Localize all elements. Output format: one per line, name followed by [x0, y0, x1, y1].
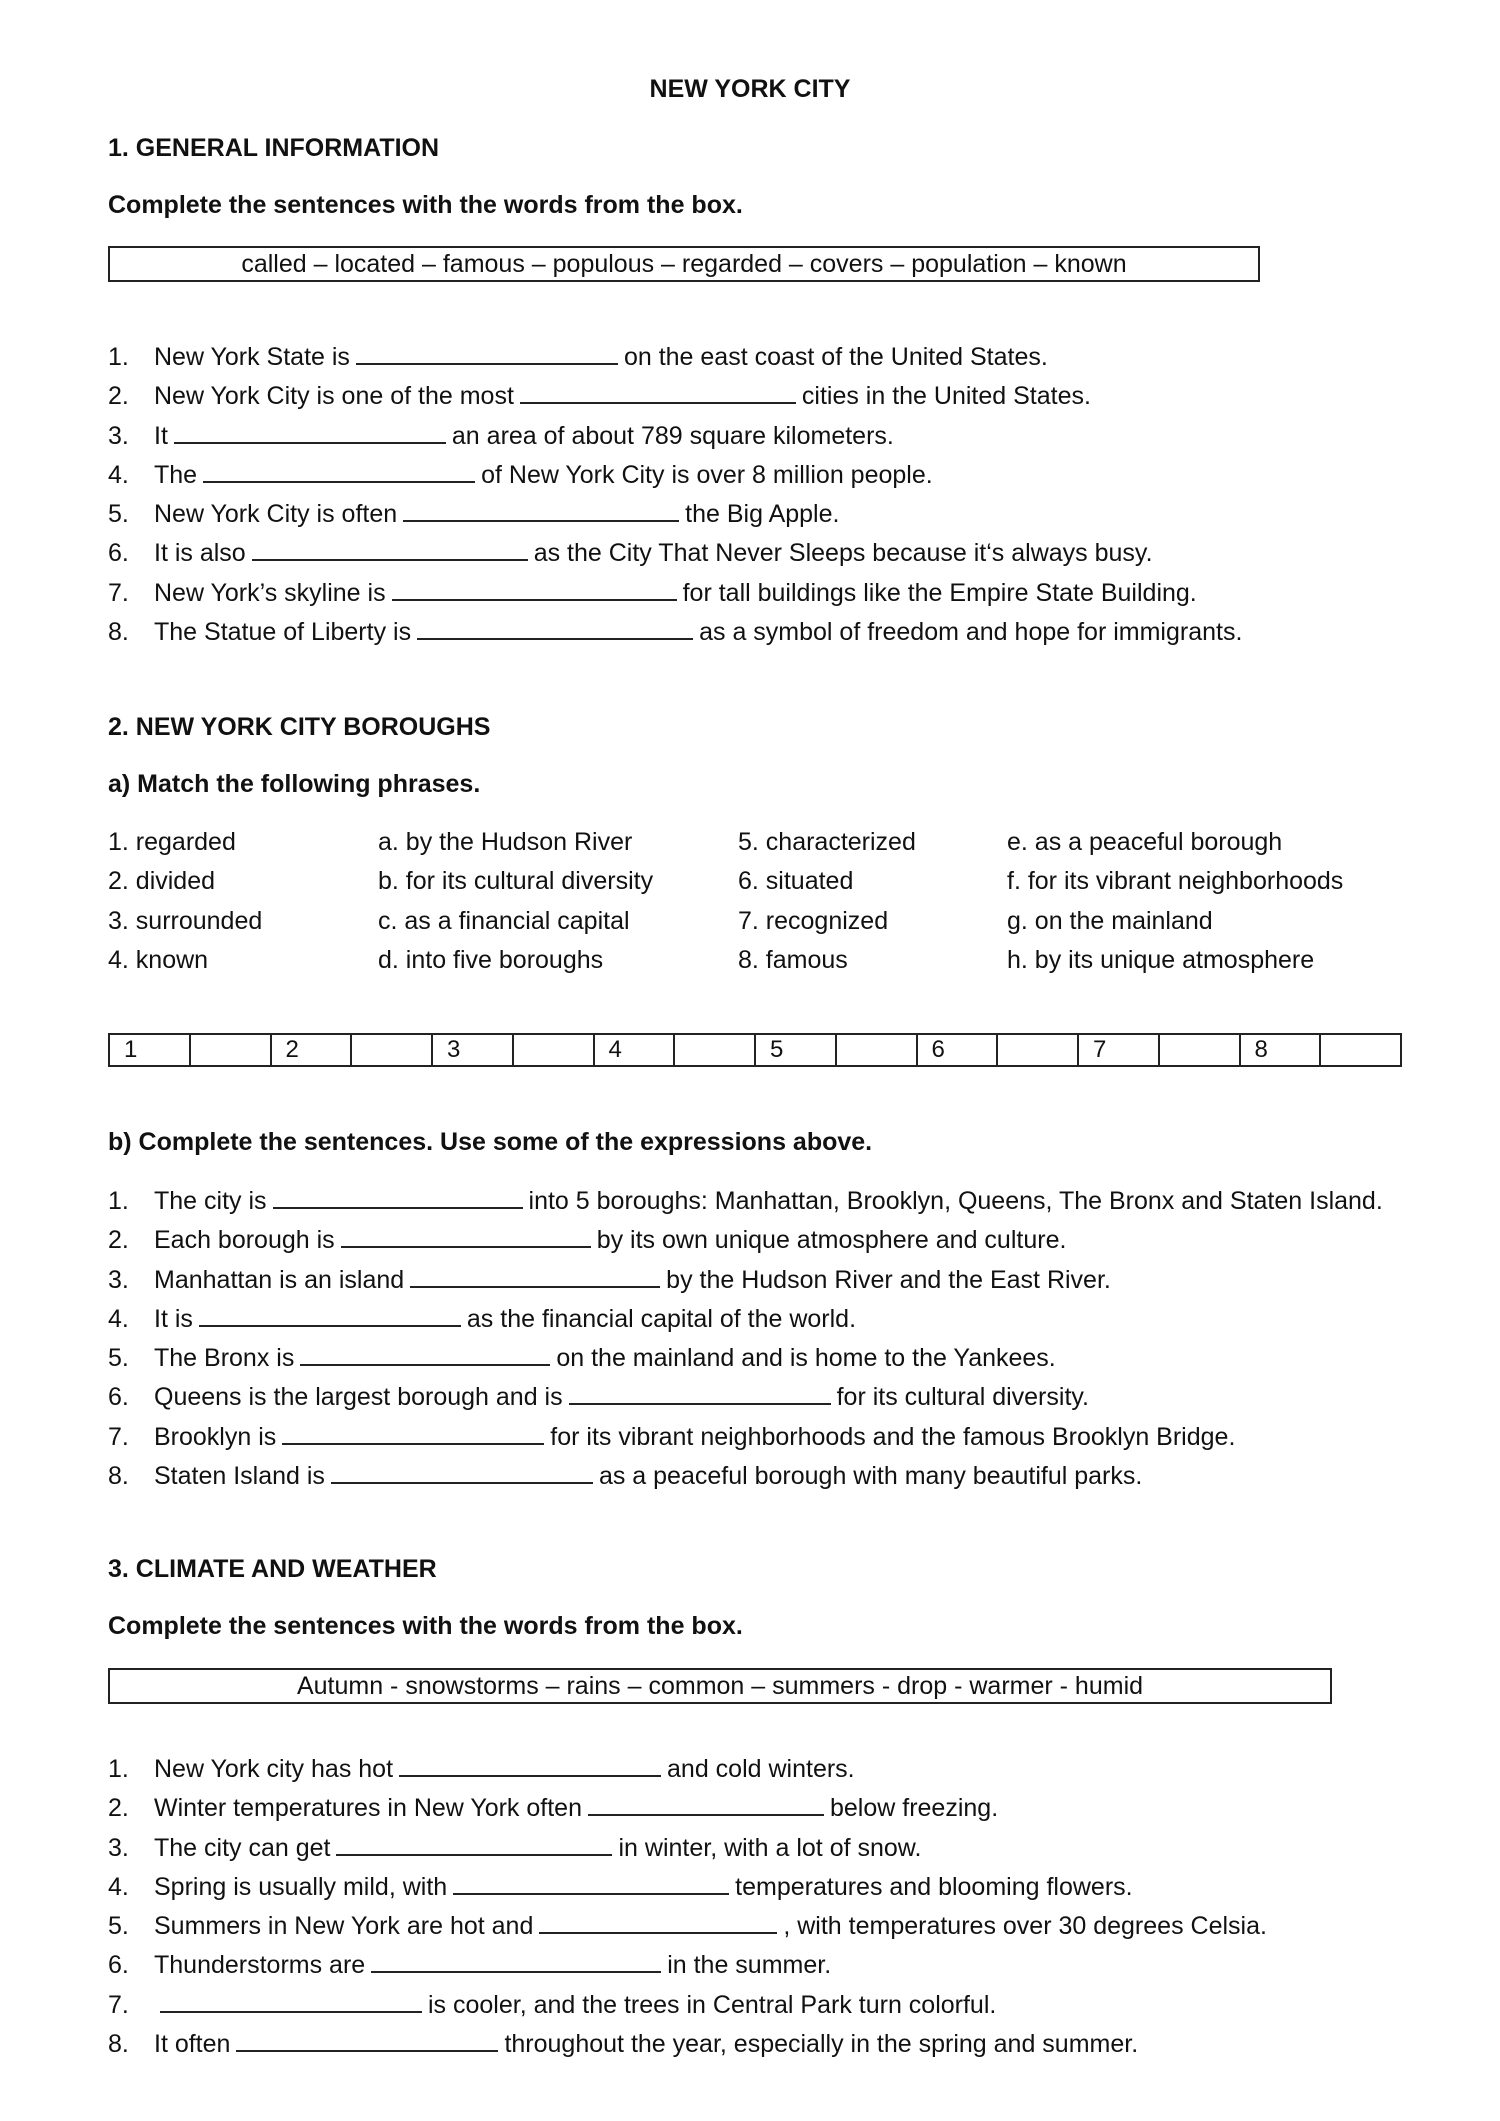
- match-phrase: b. for its cultural diversity: [378, 867, 654, 896]
- sentence-text-before: Staten Island is: [154, 1462, 325, 1491]
- grid-answer-cell[interactable]: [675, 1035, 756, 1065]
- sentence-item: [108, 1261, 1383, 1300]
- sentence-text-before: Summers in New York are hot and: [154, 1912, 534, 1941]
- grid-number-cell: 4: [595, 1035, 676, 1065]
- answer-blank[interactable]: [331, 1462, 593, 1484]
- sentence-text-after: for tall buildings like the Empire State Building.: [682, 578, 1197, 607]
- match-phrase: d. into five boroughs: [378, 945, 604, 974]
- sentence-text-before: The Bronx is: [154, 1344, 295, 1373]
- match-column-3: [738, 823, 916, 980]
- sentence-item: [108, 1182, 1383, 1221]
- sentence-number: 3.: [108, 421, 129, 450]
- sentence-text-before: New York city has hot: [154, 1755, 394, 1783]
- sentence-text-after: throughout the year, especially in the spring and summer.: [504, 2030, 1139, 2059]
- sentence-number: 7.: [108, 1422, 129, 1451]
- sentence-number: 3.: [108, 1265, 129, 1294]
- grid-answer-cell[interactable]: [352, 1035, 433, 1065]
- sentence-item: [108, 1907, 1267, 1946]
- sentence-number: 3.: [108, 1833, 129, 1862]
- grid-number-cell: 6: [918, 1035, 999, 1065]
- sentence-text-before: Thunderstorms are: [154, 1951, 366, 1980]
- sentence-number: 8.: [108, 1462, 129, 1491]
- sentence-number: 4.: [108, 1304, 129, 1333]
- sentence-text-after: for its vibrant neighborhoods and the famous Brooklyn Bridge.: [550, 1422, 1236, 1451]
- grid-answer-cell[interactable]: [998, 1035, 1079, 1065]
- sentence-text-after: is cooler, and the trees in Central Park turn colorful.: [428, 1990, 997, 2019]
- sentence-text-before: The: [154, 460, 198, 489]
- answer-blank[interactable]: [282, 1423, 544, 1445]
- sentence-text-before: The city is: [154, 1187, 267, 1215]
- answer-blank[interactable]: [236, 2030, 498, 2052]
- sentence-text-after: by the Hudson River and the East River.: [666, 1265, 1111, 1294]
- match-phrase: 2. divided: [108, 867, 216, 896]
- sentence-text-before: It often: [154, 2030, 231, 2059]
- sentence-item: [108, 613, 1242, 652]
- sentence-item: [108, 1339, 1383, 1378]
- answer-blank[interactable]: [336, 1834, 612, 1856]
- grid-number-cell: 5: [756, 1035, 837, 1065]
- sentence-text-before: Winter temperatures in New York often: [154, 1794, 582, 1823]
- sentence-text-after: below freezing.: [829, 1794, 999, 1823]
- section1-instruction: Complete the sentences with the words from the box.: [108, 191, 743, 219]
- page-title: NEW YORK CITY: [649, 75, 851, 103]
- match-phrase: h. by its unique atmosphere: [1007, 945, 1315, 974]
- section3-instruction: Complete the sentences with the words from the box.: [108, 1612, 743, 1640]
- sentence-item: [108, 1457, 1383, 1496]
- sentence-text-before: It: [154, 421, 168, 450]
- sentence-text-before: New York City is often: [154, 500, 398, 529]
- sentence-number: 5.: [108, 1912, 129, 1941]
- match-phrase: 8. famous: [738, 945, 848, 974]
- answer-blank[interactable]: [252, 539, 528, 561]
- sentence-item: [108, 1829, 1267, 1868]
- match-phrase: 6. situated: [738, 867, 854, 896]
- section2-instruction-a: a) Match the following phrases.: [108, 770, 481, 798]
- sentence-item: [108, 417, 1242, 456]
- grid-number-cell: 8: [1241, 1035, 1322, 1065]
- grid-answer-cell[interactable]: [1321, 1035, 1400, 1065]
- sentence-text-after: cities in the United States.: [801, 382, 1091, 411]
- answer-blank[interactable]: [341, 1226, 591, 1248]
- grid-answer-cell[interactable]: [1160, 1035, 1241, 1065]
- sentence-text-after: for its cultural diversity.: [836, 1383, 1089, 1412]
- sentence-number: 6.: [108, 1951, 129, 1980]
- section2-heading: 2. NEW YORK CITY BOROUGHS: [108, 713, 491, 741]
- grid-answer-cell[interactable]: [837, 1035, 918, 1065]
- grid-answer-cell[interactable]: [514, 1035, 595, 1065]
- sentence-text-after: by its own unique atmosphere and culture.: [596, 1226, 1067, 1255]
- answer-blank[interactable]: [569, 1383, 831, 1405]
- sentence-item: [108, 1378, 1383, 1417]
- sentence-number: 6.: [108, 1383, 129, 1412]
- match-phrase: 1. regarded: [108, 828, 236, 856]
- answer-blank[interactable]: [403, 500, 679, 522]
- sentence-number: 1.: [108, 343, 129, 371]
- sentence-number: 2.: [108, 382, 129, 411]
- sentence-text-after: as a peaceful borough with many beautiful parks.: [598, 1462, 1143, 1491]
- match-phrase: e. as a peaceful borough: [1007, 828, 1283, 856]
- match-column-1: [108, 823, 262, 980]
- sentence-item: [108, 1868, 1267, 1907]
- sentence-text-after: temperatures and blooming flowers.: [735, 1872, 1133, 1901]
- answer-blank[interactable]: [539, 1912, 777, 1934]
- sentence-text-after: as a symbol of freedom and hope for immigrants.: [699, 618, 1243, 647]
- sentence-text-after: as the financial capital of the world.: [466, 1304, 857, 1333]
- sentence-text-after: as the City That Never Sleeps because it‘s always busy.: [533, 539, 1153, 568]
- sentence-text-after: , with temperatures over 30 degrees Celsia.: [783, 1912, 1267, 1941]
- answer-blank[interactable]: [300, 1344, 550, 1366]
- section2-instruction-b: b) Complete the sentences. Use some of the expressions above.: [108, 1128, 873, 1156]
- sentence-text-before: Manhattan is an island: [154, 1265, 405, 1294]
- sentence-number: 7.: [108, 1990, 129, 2019]
- sentence-item: [108, 534, 1242, 573]
- sentence-item: [108, 1418, 1383, 1457]
- sentence-number: 1.: [108, 1755, 129, 1783]
- sentence-text-after: on the mainland and is home to the Yankees.: [556, 1344, 1056, 1373]
- answer-blank[interactable]: [453, 1873, 729, 1895]
- section1-sentence-list: [108, 338, 1242, 652]
- sentence-text-after: and cold winters.: [667, 1755, 855, 1783]
- sentence-text-after: on the east coast of the United States.: [623, 343, 1048, 371]
- sentence-number: 7.: [108, 578, 129, 607]
- grid-number-cell: 1: [110, 1035, 191, 1065]
- sentence-item: [108, 1789, 1267, 1828]
- match-phrase: f. for its vibrant neighborhoods: [1007, 867, 1344, 896]
- sentence-item: [108, 495, 1242, 534]
- sentence-number: 2.: [108, 1794, 129, 1823]
- sentence-number: 5.: [108, 1344, 129, 1373]
- sentence-number: 6.: [108, 539, 129, 568]
- sentence-number: 8.: [108, 618, 129, 647]
- sentence-item: [108, 377, 1242, 416]
- answer-blank[interactable]: [392, 579, 677, 601]
- match-phrase: 7. recognized: [738, 906, 889, 935]
- section2-sentence-list: [108, 1182, 1383, 1496]
- match-phrase: 3. surrounded: [108, 906, 263, 935]
- answer-blank[interactable]: [199, 1305, 461, 1327]
- sentence-text-before: Brooklyn is: [154, 1422, 277, 1451]
- match-phrase: g. on the mainland: [1007, 906, 1213, 935]
- answer-blank[interactable]: [520, 382, 796, 404]
- sentence-text-after: the Big Apple.: [685, 500, 840, 529]
- answer-blank[interactable]: [588, 1794, 824, 1816]
- sentence-number: 2.: [108, 1226, 129, 1255]
- sentence-number: 1.: [108, 1187, 129, 1215]
- answer-grid: [108, 1033, 1402, 1067]
- sentence-item: [108, 1946, 1267, 1985]
- sentence-text-before: The city can get: [154, 1833, 331, 1862]
- sentence-text-before: Each borough is: [154, 1226, 335, 1255]
- section1-word-box: called – located – famous – populous – regarded – covers – population – known: [108, 246, 1260, 282]
- answer-blank[interactable]: [371, 1951, 661, 1973]
- section3-sentence-list: [108, 1750, 1267, 2064]
- sentence-item: [108, 1300, 1383, 1339]
- sentence-text-after: an area of about 789 square kilometers.: [451, 421, 894, 450]
- answer-blank[interactable]: [174, 422, 446, 444]
- match-phrase: 5. characterized: [738, 828, 916, 856]
- sentence-text-before: New York State is: [154, 343, 350, 371]
- sentence-text-after: in the summer.: [667, 1951, 832, 1980]
- sentence-item: [108, 1221, 1383, 1260]
- sentence-text-after: in winter, with a lot of snow.: [618, 1833, 922, 1862]
- section3-heading: 3. CLIMATE AND WEATHER: [108, 1555, 437, 1583]
- sentence-item: [108, 456, 1242, 495]
- answer-blank[interactable]: [410, 1266, 660, 1288]
- match-column-4: [1007, 823, 1343, 980]
- grid-number-cell: 2: [272, 1035, 353, 1065]
- sentence-item: [108, 574, 1242, 613]
- sentence-text-before: New York City is one of the most: [154, 382, 514, 411]
- sentence-number: 5.: [108, 500, 129, 529]
- sentence-number: 4.: [108, 1872, 129, 1901]
- answer-blank[interactable]: [160, 1991, 422, 2013]
- sentence-text-after: of New York City is over 8 million people.: [481, 460, 933, 489]
- grid-number-cell: 3: [433, 1035, 514, 1065]
- sentence-item: [108, 1750, 1267, 1789]
- sentence-text-before: The Statue of Liberty is: [154, 618, 412, 647]
- sentence-text-before: It is also: [154, 539, 246, 568]
- sentence-text-before: Spring is usually mild, with: [154, 1872, 448, 1901]
- sentence-number: 4.: [108, 460, 129, 489]
- sentence-text-after: into 5 boroughs: Manhattan, Brooklyn, Queens, The Bronx and Staten Island.: [528, 1187, 1383, 1215]
- answer-blank[interactable]: [417, 618, 693, 640]
- answer-blank[interactable]: [203, 461, 475, 483]
- section3-word-box: Autumn - snowstorms – rains – common – summers - drop - warmer - humid: [108, 1668, 1332, 1704]
- grid-number-cell: 7: [1079, 1035, 1160, 1065]
- sentence-text-before: Queens is the largest borough and is: [154, 1383, 563, 1412]
- match-phrase: 4. known: [108, 945, 209, 974]
- answer-blank[interactable]: [356, 343, 618, 365]
- grid-answer-cell[interactable]: [191, 1035, 272, 1065]
- section1-heading: 1. GENERAL INFORMATION: [108, 134, 440, 162]
- answer-blank[interactable]: [273, 1187, 523, 1209]
- sentence-text-before: New York’s skyline is: [154, 578, 386, 607]
- match-phrase: a. by the Hudson River: [378, 828, 633, 856]
- sentence-number: 8.: [108, 2030, 129, 2059]
- match-column-2: [378, 823, 653, 980]
- sentence-text-before: It is: [154, 1304, 193, 1333]
- sentence-item: [108, 338, 1242, 377]
- sentence-item: [108, 2025, 1267, 2064]
- sentence-item: [108, 1986, 1267, 2025]
- match-phrase: c. as a financial capital: [378, 906, 630, 935]
- answer-blank[interactable]: [399, 1755, 661, 1777]
